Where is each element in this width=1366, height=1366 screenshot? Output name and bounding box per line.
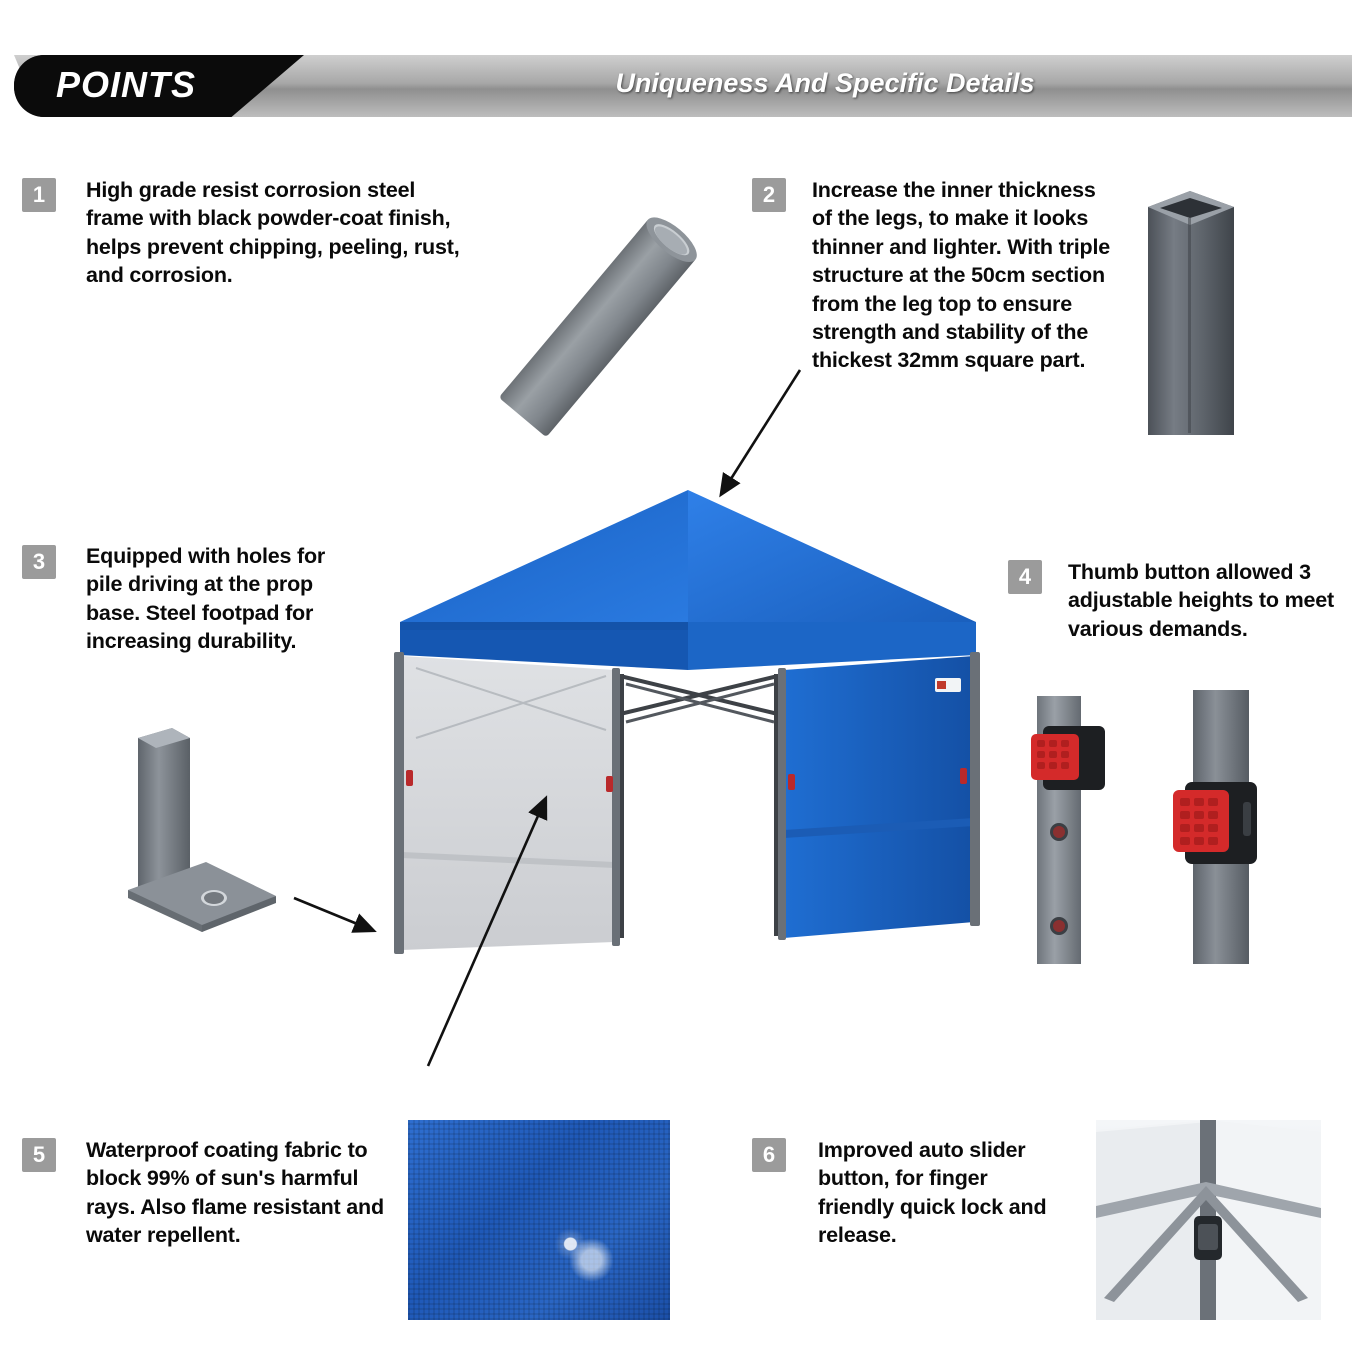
header-banner (0, 55, 1366, 125)
auto-slider-photo (1096, 1120, 1321, 1320)
arrow-to-footpad (294, 898, 372, 930)
point-1-text: High grade resist corrosion steel frame with black powder-coat finish, helps prevent chipping, peeling, rust, and corrosion. (86, 178, 460, 288)
steel-footpad-photo (110, 720, 300, 950)
page-title: POINTS (56, 64, 197, 105)
point-4-text: Thumb button allowed 3 adjustable heights to meet various demands. (1068, 560, 1334, 641)
blue-pop-up-canopy-tent (370, 470, 1010, 990)
waterproof-fabric-photo (408, 1120, 670, 1320)
point-2-badge: 2 (752, 178, 786, 212)
header-subtitle: Uniqueness And Specific Details (615, 68, 1035, 98)
point-5-text: Waterproof coating fabric to block 99% of sun's harmful rays. Also flame resistant and water repellent. (86, 1138, 384, 1248)
square-leg-photo (1130, 185, 1250, 445)
point-1-badge: 1 (22, 178, 56, 212)
steel-tube-photo (495, 200, 715, 460)
point-6-text: Improved auto slider button, for finger friendly quick lock and release. (818, 1138, 1047, 1248)
point-2-text: Increase the inner thickness of the legs, to make it looks thinner and lighter. With triple structure at the 50cm section from the leg top to ensure strength and stability of the thickest 32mm square part. (812, 178, 1110, 373)
point-6-badge: 6 (752, 1138, 786, 1172)
point-3-badge: 3 (22, 545, 56, 579)
thumb-button-photo (1015, 690, 1305, 970)
point-4-badge: 4 (1008, 560, 1042, 594)
point-3-text: Equipped with holes for pile driving at the prop base. Steel footpad for increasing durability. (86, 544, 326, 654)
point-5-badge: 5 (22, 1138, 56, 1172)
